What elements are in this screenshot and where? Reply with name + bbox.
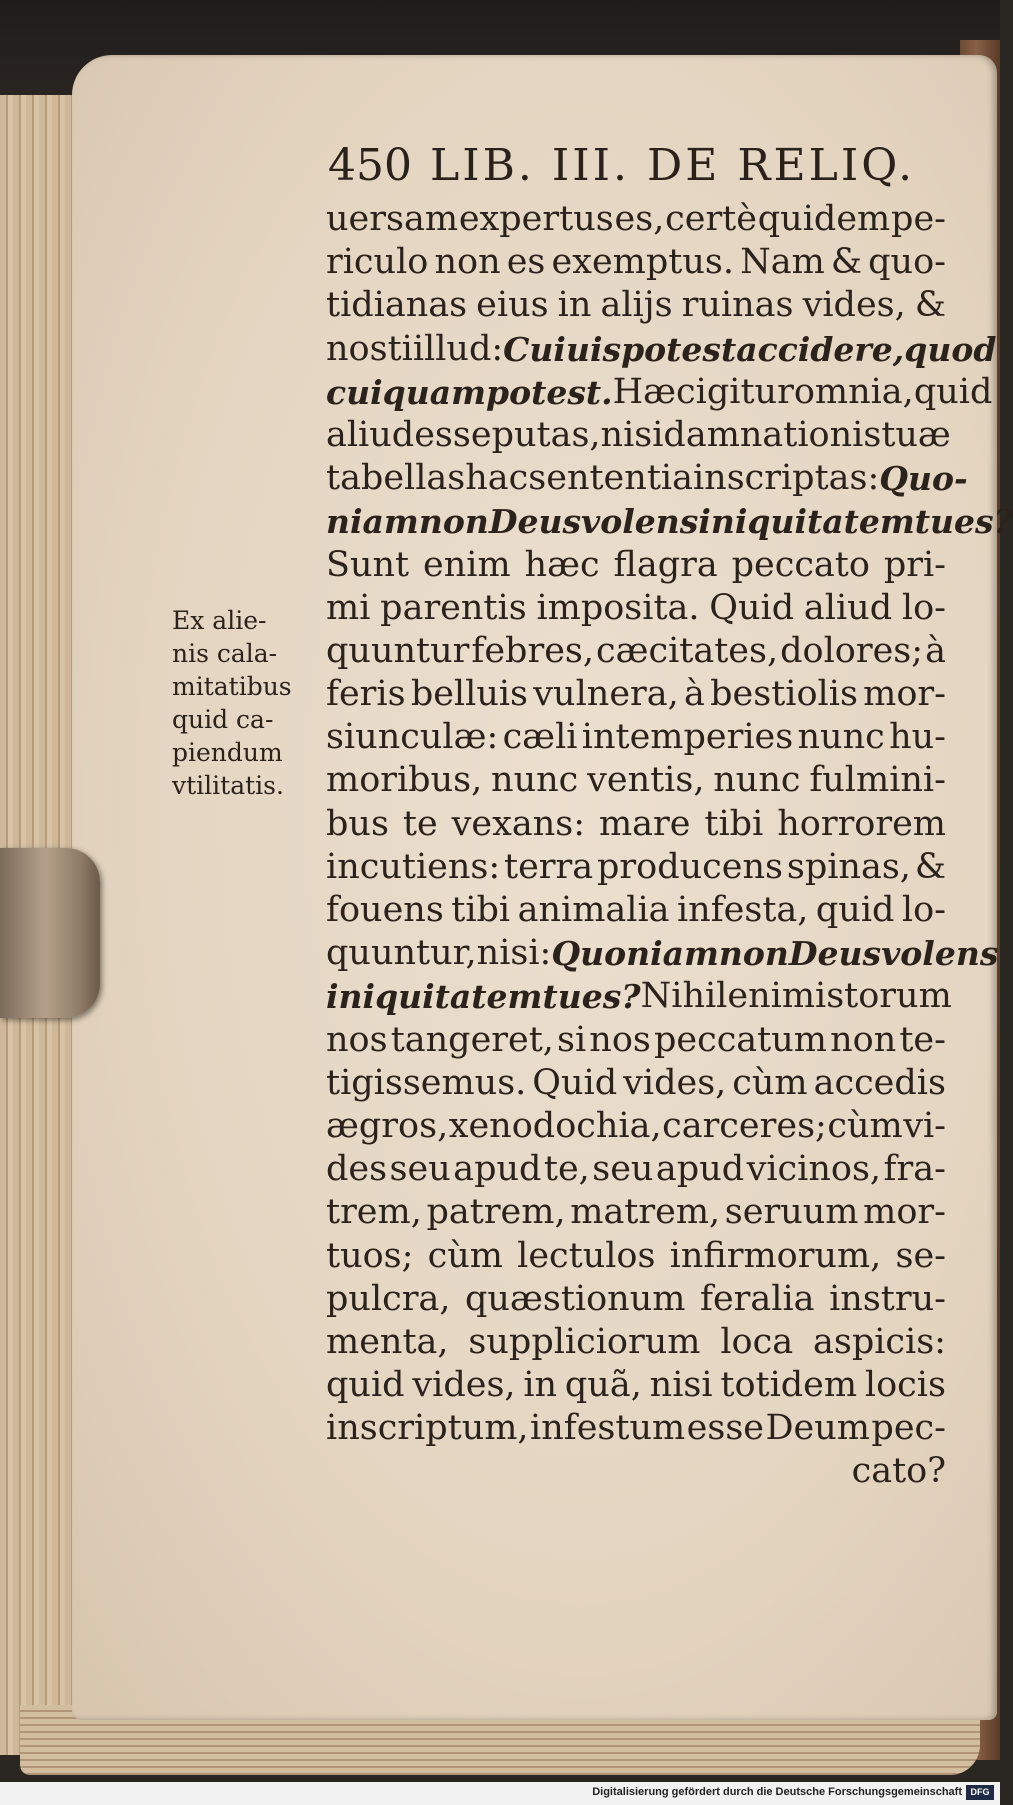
word: seu (592, 1149, 654, 1190)
marginal-note (172, 604, 322, 802)
word: nosti (326, 328, 413, 369)
word: infestum (530, 1408, 686, 1449)
word: totidem (720, 1365, 858, 1406)
word: instru- (829, 1278, 946, 1319)
word: moribus, (326, 760, 483, 801)
text-line (326, 500, 1013, 543)
word: dolores; (780, 630, 924, 671)
word: Cuiuis (503, 329, 622, 369)
word: apud (655, 1149, 745, 1190)
text-line (326, 759, 946, 802)
word: inscriptas: (692, 458, 880, 499)
word: cæli (502, 717, 578, 758)
word: belluis (410, 674, 529, 715)
word: tangeret, (390, 1019, 554, 1060)
word: nunc (797, 717, 885, 758)
word: Deum (765, 1408, 870, 1449)
word: Quoniam (551, 934, 719, 974)
marginal-note-line: mitatibus (172, 672, 292, 701)
word: nunc (713, 760, 801, 801)
text-line (326, 1278, 946, 1321)
body-text (326, 198, 1013, 1494)
word: quuntur, (326, 933, 477, 974)
word: tibi (451, 890, 511, 930)
word: lo- (901, 890, 946, 930)
word: ventis, (587, 760, 705, 801)
word: quuntur (326, 630, 470, 671)
text-line (326, 587, 946, 630)
word: volens (581, 502, 699, 542)
word: xenodochia, (448, 1105, 662, 1146)
marginal-note-line: piendum (172, 738, 283, 767)
word: patrem, (426, 1192, 566, 1233)
word: Sunt (326, 544, 410, 585)
word: parentis (380, 587, 527, 628)
word: tuæ (881, 414, 951, 455)
word: Hæc (612, 371, 696, 412)
word: volens (881, 934, 999, 974)
word: febres, (471, 630, 594, 671)
word: esse (686, 1408, 764, 1449)
word: expertus (458, 199, 614, 239)
word: quid (815, 890, 895, 930)
word: & (914, 285, 946, 326)
word: vides, (412, 1365, 516, 1406)
text-line (326, 803, 946, 846)
word: iniquitatem (698, 502, 915, 542)
word: lectulos (517, 1235, 656, 1276)
text-line (326, 975, 952, 1018)
word: iniquitatem (326, 977, 543, 1017)
word: putas, (491, 414, 601, 455)
word: nunc (491, 760, 579, 801)
text-line (326, 1321, 946, 1364)
word: esse (414, 414, 492, 455)
word: nos (589, 1019, 651, 1060)
word: Deus (488, 502, 582, 542)
word: producens (597, 846, 783, 887)
word: hu- (889, 717, 946, 758)
word: igitur (695, 371, 794, 412)
word: terra (504, 846, 594, 887)
word: ruinas (681, 285, 794, 326)
text-line (326, 1364, 946, 1407)
word: cùm (732, 1062, 808, 1103)
word: suppliciorum (468, 1321, 701, 1362)
text-line (326, 241, 946, 284)
word: mi (326, 587, 371, 628)
word: Quid (709, 587, 795, 628)
word: spinas, (786, 846, 911, 887)
word: tigissemus. (326, 1062, 527, 1103)
marginal-note-line: Ex alie- (172, 606, 267, 635)
word: es (506, 242, 546, 283)
word: in (523, 1365, 558, 1406)
word: feralia (700, 1278, 815, 1319)
text-line (326, 414, 951, 457)
word: tu (914, 502, 955, 542)
word: aliud (803, 587, 893, 628)
word: & (830, 242, 863, 283)
catchword: cato? (851, 1451, 946, 1492)
word: Deus (788, 934, 882, 974)
word: feris (326, 674, 406, 715)
word: lo- (901, 587, 946, 628)
text-line (326, 1105, 946, 1148)
word: bestiolis (710, 674, 858, 715)
word: quid (326, 1365, 405, 1406)
word: tuos; (326, 1235, 414, 1276)
word: hac (465, 458, 529, 499)
word: in (557, 285, 592, 326)
word: quo- (868, 242, 946, 283)
word: vides, (623, 1062, 727, 1103)
text-line (326, 1235, 946, 1278)
word: illud: (412, 328, 504, 369)
text-line (326, 889, 946, 932)
word: accedis (813, 1062, 946, 1103)
word: intemperies (581, 717, 794, 758)
word: infirmorum, (669, 1235, 882, 1276)
word: cùm (827, 1105, 903, 1146)
word: exemptus. (551, 242, 734, 283)
word: hæc (524, 544, 600, 585)
word: te (402, 803, 438, 844)
word: siunculæ: (326, 717, 499, 758)
word: istorum (815, 976, 952, 1017)
word: Quid (532, 1062, 618, 1103)
word: Nihil (640, 976, 728, 1017)
text-line (326, 198, 946, 241)
text-line (326, 1062, 946, 1105)
word: non (718, 934, 789, 974)
word: quod (904, 329, 997, 369)
word: es? (581, 977, 641, 1017)
word: niam (326, 502, 419, 542)
word: nisi (649, 1365, 713, 1406)
word: loca (720, 1321, 794, 1362)
word: tibi (704, 803, 764, 844)
word: pe- (891, 199, 946, 239)
running-head-title: LIB. III. DE RELIQ. (429, 140, 916, 191)
word: imposita. (536, 587, 700, 628)
word: quã, (564, 1365, 642, 1406)
word: cùm (427, 1235, 503, 1276)
word: vi- (903, 1105, 946, 1146)
word: quidem (757, 199, 891, 239)
text-line (326, 673, 946, 716)
text-line (326, 544, 946, 587)
text-line (326, 457, 968, 500)
word: vides, (802, 285, 906, 326)
text-line (326, 846, 946, 889)
text-line (326, 1019, 946, 1062)
word: fouens (326, 890, 444, 930)
word: potest (621, 329, 737, 369)
word: peccatum (653, 1019, 827, 1060)
word: mor- (863, 674, 946, 715)
word: enim (423, 544, 511, 585)
word: menta, (326, 1321, 449, 1362)
word: vulnera, (533, 674, 679, 715)
word: sententia (528, 458, 693, 499)
word: pri- (883, 544, 946, 585)
running-head (328, 140, 948, 192)
word: potest. (486, 372, 613, 412)
word: à (925, 630, 946, 671)
word: aliud (326, 414, 415, 455)
word: se- (895, 1235, 946, 1276)
word: trem, (326, 1192, 422, 1233)
word: accidere, (736, 329, 905, 369)
word: aspicis: (812, 1321, 946, 1362)
word: non (830, 1019, 897, 1060)
word: es? (954, 502, 1013, 542)
word: te, (543, 1149, 590, 1190)
word: Quo- (879, 459, 968, 499)
word: tu (542, 977, 582, 1017)
word: uersam (326, 199, 459, 239)
word: te- (899, 1019, 946, 1060)
word: nisi (600, 414, 664, 455)
word: vexans: (451, 803, 585, 844)
word: tabellas (326, 458, 466, 499)
word: es, (614, 199, 665, 239)
word: enim (727, 976, 816, 1017)
word: matrem, (570, 1192, 721, 1233)
marginal-note-line: nis cala- (172, 639, 278, 668)
text-line (326, 1191, 946, 1234)
word: locis (864, 1365, 946, 1406)
word: seruum (724, 1192, 859, 1233)
word: & (914, 846, 946, 887)
marginal-note-line: vtilitatis. (172, 771, 284, 800)
text-line (326, 328, 997, 371)
footer-credit: Digitalisierung gefördert durch die Deutsche Forschungsgemeinschaft (592, 1786, 962, 1798)
word: à (684, 674, 705, 715)
word: flagra (613, 544, 718, 585)
word: seu (389, 1149, 451, 1190)
word: fulmini- (809, 760, 946, 801)
page-number: 450 (328, 140, 412, 191)
text-line (326, 1407, 946, 1450)
word: apud (453, 1149, 542, 1190)
word: peccato (731, 544, 870, 585)
word: mor- (863, 1192, 946, 1233)
text-line (326, 284, 946, 327)
text-line (326, 716, 946, 759)
text-line (326, 932, 999, 975)
word: quid (913, 371, 993, 412)
catchword-line (326, 1450, 946, 1493)
word: Nam (740, 242, 825, 283)
word: nisi: (476, 933, 552, 974)
word: des (326, 1149, 388, 1190)
word: riculo (326, 242, 429, 283)
word: omnia, (793, 371, 914, 412)
word: eius (476, 285, 549, 326)
word: bus (326, 803, 389, 844)
clasp-tab (0, 848, 100, 1018)
word: infesta, (676, 890, 809, 930)
word: tidianas (326, 285, 468, 326)
word: fra- (883, 1149, 946, 1190)
word: ægros, (326, 1105, 449, 1146)
word: vicinos, (746, 1149, 882, 1190)
word: alijs (600, 285, 673, 326)
text-line (326, 371, 993, 414)
word: si (557, 1019, 587, 1060)
word: non (418, 502, 489, 542)
marginal-note-line: quid ca- (172, 705, 274, 734)
word: animalia (517, 890, 670, 930)
word: incutiens: (326, 846, 501, 887)
word: cæcitates, (596, 630, 779, 671)
text-line (326, 630, 946, 673)
word: cuiquam (326, 372, 486, 412)
word: nos (326, 1019, 388, 1060)
dfg-logo: DFG (966, 1785, 994, 1800)
word: horrorem (777, 803, 946, 844)
word: non (434, 242, 501, 283)
text-line (326, 1148, 946, 1191)
word: pulcra, (326, 1278, 451, 1319)
word: pec- (871, 1408, 946, 1449)
word: mare (598, 803, 691, 844)
word: damnationis (663, 414, 882, 455)
word: inscriptum, (326, 1408, 529, 1449)
word: carceres; (662, 1105, 827, 1146)
word: quæstionum (465, 1278, 686, 1319)
word: certè (665, 199, 757, 239)
